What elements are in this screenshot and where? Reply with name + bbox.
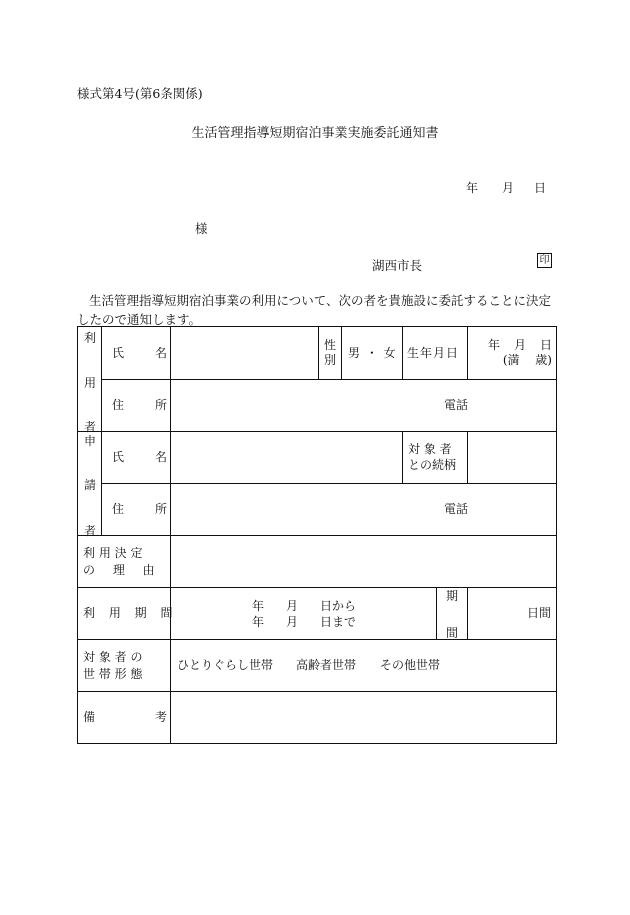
applicant-address-label-2: 所 bbox=[155, 502, 168, 516]
user-address-label-1: 住 bbox=[112, 398, 125, 412]
applicant-name-label-1: 氏 bbox=[112, 450, 125, 464]
decision-reason-label-1: 利 用 決 定 bbox=[83, 546, 143, 560]
applicant-group-char-2: 請 bbox=[84, 478, 97, 492]
user-phone-label: 電話 bbox=[444, 398, 469, 412]
household-label-2: 世 帯 形 態 bbox=[83, 667, 143, 681]
seal-mark: 印 bbox=[537, 253, 552, 268]
sex-options[interactable]: 男 ・ 女 bbox=[348, 346, 397, 360]
duration-label-2: 間 bbox=[446, 626, 459, 640]
form-number: 様式第4号(第6条関係) bbox=[77, 86, 203, 101]
household-option-elderly[interactable]: 高齢者世帯 bbox=[296, 658, 357, 672]
user-name-label-2: 名 bbox=[155, 346, 168, 360]
date-day-label: 日 bbox=[534, 181, 547, 195]
birth-month-label: 月 bbox=[513, 338, 526, 352]
household-option-single[interactable]: ひとりぐらし世帯 bbox=[177, 658, 274, 672]
sex-label-1: 性 bbox=[324, 338, 337, 352]
applicant-name-label-2: 名 bbox=[155, 450, 168, 464]
period-from-year: 年 bbox=[252, 599, 265, 613]
user-name-label-1: 氏 bbox=[112, 346, 125, 360]
period-from[interactable] bbox=[252, 599, 356, 614]
period-label: 利 用 期 間 bbox=[83, 606, 173, 620]
household-option-other[interactable]: その他世帯 bbox=[380, 658, 441, 672]
remarks-label-1: 備 bbox=[83, 710, 96, 724]
date-year-label: 年 bbox=[466, 181, 479, 195]
applicant-phone-label: 電話 bbox=[444, 502, 469, 516]
remarks-label-2: 考 bbox=[155, 710, 168, 724]
issuer-name: 湖西市長 bbox=[372, 258, 423, 273]
user-name-field[interactable] bbox=[172, 328, 317, 378]
period-to[interactable] bbox=[252, 615, 356, 630]
period-from-day: 日から bbox=[320, 599, 357, 613]
age-label: (満 歳) bbox=[502, 353, 552, 367]
applicant-group-char-1: 申 bbox=[84, 434, 97, 448]
decision-reason-label-2: の 理 由 bbox=[83, 563, 155, 577]
addressee-suffix: 様 bbox=[195, 221, 208, 236]
duration-days-unit: 日間 bbox=[527, 606, 552, 620]
document-title: 生活管理指導短期宿泊事業実施委託通知書 bbox=[191, 126, 439, 141]
user-group-char-3: 者 bbox=[84, 420, 97, 434]
relation-label-1: 対 象 者 bbox=[408, 442, 452, 456]
user-address-label-2: 所 bbox=[155, 398, 168, 412]
notice-body-text: 生活管理指導短期宿泊事業の利用について、次の者を貴施設に委託することに決定したので通知します。 bbox=[77, 293, 552, 327]
date-month-label: 月 bbox=[502, 181, 515, 195]
relation-label-2: との続柄 bbox=[408, 458, 457, 472]
period-to-day: 日まで bbox=[320, 615, 357, 629]
sex-label-2: 別 bbox=[324, 353, 337, 367]
birth-date-value[interactable] bbox=[470, 338, 552, 368]
birth-day-label: 日 bbox=[539, 338, 552, 352]
applicant-group-char-3: 者 bbox=[84, 524, 97, 538]
birth-date-label: 生年月日 bbox=[407, 346, 460, 360]
remarks-field[interactable] bbox=[172, 693, 555, 742]
birth-year-label: 年 bbox=[487, 338, 500, 352]
duration-label-1: 期 bbox=[446, 589, 459, 603]
period-to-month: 月 bbox=[286, 615, 299, 629]
period-to-year: 年 bbox=[252, 615, 265, 629]
user-group-char-2: 用 bbox=[84, 376, 97, 390]
applicant-address-label-1: 住 bbox=[112, 502, 125, 516]
user-group-char-1: 利 bbox=[84, 331, 97, 345]
household-label-1: 対 象 者 の bbox=[83, 650, 143, 664]
period-from-month: 月 bbox=[286, 599, 299, 613]
